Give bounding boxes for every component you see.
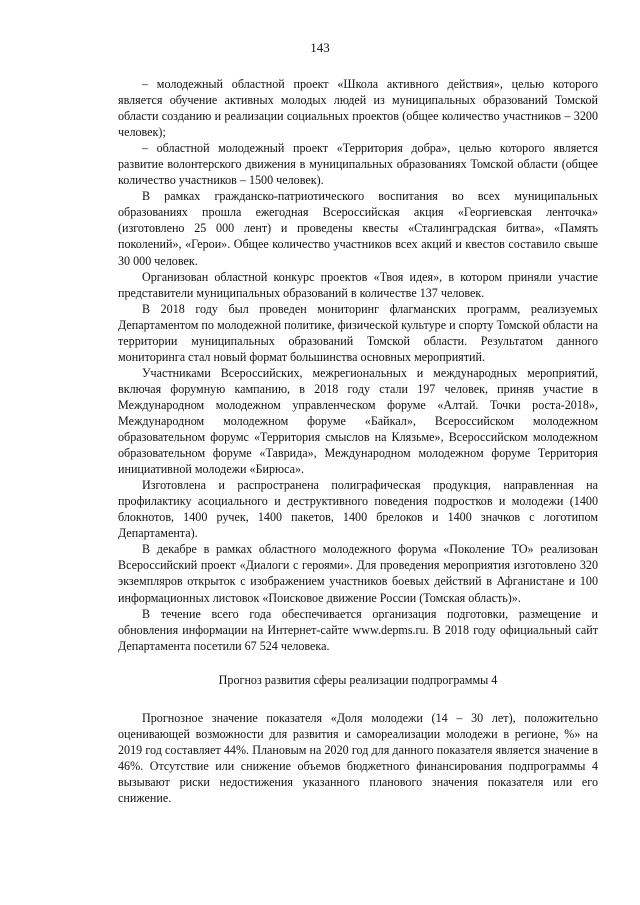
paragraph: Изготовлена и распространена полиграфическая продукция, направленная на профилактику асоциального и деструктивного поведения подростков и молодежи (1400 блокнотов, 1400 ручек, 1400 пакетов, 1400 брелоков и 1400 значков с логотипом Департамента). (118, 478, 598, 541)
paragraph: В 2018 году был проведен мониторинг флагманских программ, реализуемых Департаментом по молодежной политике, физической культуре и спорту Томской области на территории муниципальных образований Томской области. Результатом данного мониторинга стал новый формат большинства основных мероприятий. (118, 301, 598, 364)
page-number: 143 (310, 40, 330, 55)
paragraph: В декабре в рамках областного молодежного форума «Поколение ТО» реализован Всероссийский проект «Диалоги с героями». Для проведения мероприятия изготовлено 320 экземпляров открыток с изображением участников боевых действий в Афганистане и 100 информационных листовок «Поисковое движение России (Томская область)». (118, 542, 598, 605)
paragraph: – областной молодежный проект «Территория добра», целью которого является развитие волонтерского движения в муниципальных образованиях Томской области (общее количество участников – 1500 человек). (118, 141, 598, 188)
paragraph: Организован областной конкурс проектов «Твоя идея», в котором приняли участие представители муниципальных образований в количестве 137 человек. (118, 269, 598, 300)
paragraph: В рамках гражданско-патриотического воспитания во всех муниципальных образованиях прошла ежегодная Всероссийская акция «Георгиевская ленточка» (изготовлено 25 000 лент) и проведены квесты «Сталинградская битва», «Память поколений», «Герои». Общее количество участников всех акций и квестов составило свыше 30 000 человек. (118, 189, 598, 268)
document-body (118, 76, 598, 806)
paragraph: Прогнозное значение показателя «Доля молодежи (14 – 30 лет), положительно оценивающей возможности для развития и самореализации молодежи в регионе, %» на 2019 год составляет 44%. Плановым на 2020 год для данного показателя является значение в 46%. Отсутствие или снижение объемов бюджетного финансирования подпрограммы 4 вызывают риски недостижения указанного планового значения показателя или его снижение. (118, 710, 598, 805)
paragraph: В течение всего года обеспечивается организация подготовки, размещение и обновления информации на Интернет-сайте www.depms.ru. В 2018 году официальный сайт Департамента посетили 67 524 человека. (118, 606, 598, 653)
paragraph: – молодежный областной проект «Школа активного действия», целью которого является обучение активных молодых людей из муниципальных образований Томской области созданию и реализации социальных проектов (общее количество участников – 3200 человек); (118, 77, 598, 140)
paragraph: Участниками Всероссийских, межрегиональных и международных мероприятий, включая форумную кампанию, в 2018 году стали 197 человек, приняв участие в Международном молодежном управленческом форуме «Алтай. Точки роста-2018», Международном молодежном форуме «Байкал», Всероссийском молодежном образовательном форумс «Территория смыслов на Клязьме», Всероссийском молодежном образовательном форуме «Таврида», Международном молодежном форуме Территория инициативной молодежи «Бирюса». (118, 365, 598, 477)
section-heading: Прогноз развития сферы реализации подпрограммы 4 (218, 672, 498, 687)
